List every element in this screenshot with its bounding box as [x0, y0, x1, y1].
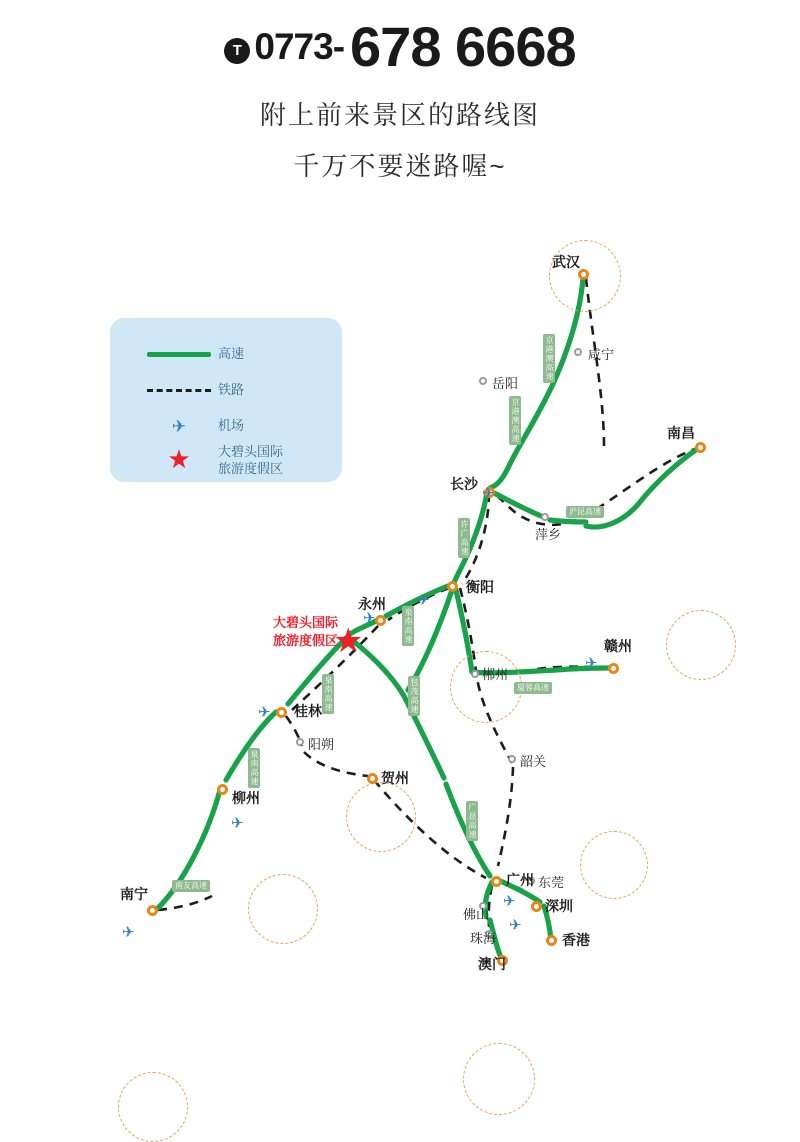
resort-star-marker: ★	[333, 622, 364, 660]
halo-ganzhou	[580, 831, 648, 899]
airport-icon-nanning: ✈	[122, 924, 135, 941]
city-dot-xianning[interactable]	[574, 348, 582, 356]
airport-icon-shenzhen: ✈	[509, 917, 522, 934]
map-legend	[110, 318, 342, 482]
city-label-xianning[interactable]: 咸宁	[588, 347, 615, 362]
road-badge-guangkun: 广昆高速	[468, 803, 477, 839]
phone-prefix: 0773-	[254, 25, 345, 67]
road-badge-quannan-1: 泉南高速	[404, 608, 413, 644]
legend-row-airport	[110, 408, 342, 444]
halo-nanning	[118, 1072, 188, 1142]
city-dot-pingxiang[interactable]	[541, 513, 549, 521]
city-dot-liuzhou[interactable]	[217, 784, 228, 795]
phone-main: 678 6668	[350, 15, 576, 78]
airplane-icon: ✈	[171, 416, 187, 436]
city-label-yongzhou[interactable]: 永州	[358, 596, 386, 612]
resort-label-line1: 大碧头国际	[272, 615, 338, 630]
road-badge-baomao: 包茂高速	[410, 678, 419, 714]
city-label-hengyang[interactable]: 衡阳	[466, 579, 494, 595]
halo-guilin	[248, 874, 318, 944]
road-badge-nanyou: 南友高速	[172, 880, 210, 892]
city-dot-yangshuo[interactable]	[296, 738, 304, 746]
city-dot-shaoguan[interactable]	[508, 755, 516, 763]
legend-row-highway	[110, 336, 342, 372]
road-badge-quannan-3: 泉南高速	[250, 750, 259, 786]
legend-resort-line1: 大碧头国际	[218, 444, 284, 459]
city-label-foshan[interactable]: 佛山	[463, 907, 490, 922]
city-label-guilin[interactable]: 桂林	[294, 703, 322, 719]
halo-yongzhou	[346, 782, 416, 852]
subtitle-line-2: 千万不要迷路喔~	[293, 151, 507, 181]
legend-label-resort	[218, 444, 283, 478]
city-dot-chenzhou[interactable]	[471, 670, 479, 678]
road-badge-xiarong: 厦蓉高速	[514, 682, 552, 694]
city-label-yueyang[interactable]: 岳阳	[492, 376, 519, 391]
railway-line-icon	[140, 389, 218, 392]
page-header	[0, 0, 800, 183]
phone-icon: T	[224, 38, 250, 64]
airport-icon-ganzhou: ✈	[585, 655, 598, 672]
city-dot-yueyang[interactable]	[479, 377, 487, 385]
city-label-ganzhou[interactable]: 赣州	[604, 638, 632, 654]
legend-resort-line2: 旅游度假区	[218, 460, 284, 476]
airport-icon-hengyang: ✈	[417, 592, 430, 609]
legend-label-highway: 高速	[218, 345, 245, 361]
airport-icon-guangzhou: ✈	[503, 893, 516, 910]
phone-number	[0, 14, 800, 79]
legend-label-railway: 铁路	[218, 381, 245, 397]
legend-label-airport: 机场	[218, 417, 245, 433]
city-dot-ganzhou[interactable]	[608, 663, 619, 674]
halo-guangzhou	[463, 1043, 535, 1115]
city-label-chenzhou[interactable]: 郴州	[482, 667, 509, 682]
airport-icon-changsha: ✈	[482, 485, 495, 502]
airport-icon-yongzhou: ✈	[363, 610, 376, 627]
city-label-yangshuo[interactable]: 阳朔	[308, 737, 335, 752]
city-label-dongguan[interactable]: 东莞	[538, 875, 565, 890]
city-dot-guangzhou[interactable]	[491, 876, 502, 887]
city-label-wuhan[interactable]: 武汉	[552, 254, 580, 270]
road-badge-jinggangao-2: 京港澳高速	[511, 398, 520, 443]
city-label-macau[interactable]: 澳门	[478, 956, 506, 972]
city-dot-shenzhen[interactable]	[531, 901, 542, 912]
city-label-hongkong[interactable]: 香港	[562, 932, 590, 948]
legend-row-railway	[110, 372, 342, 408]
airport-icon-liuzhou: ✈	[231, 815, 244, 832]
city-dot-nanning[interactable]	[147, 905, 158, 916]
legend-row-resort	[110, 444, 342, 488]
route-map	[0, 196, 800, 1016]
resort-label	[258, 614, 338, 649]
city-label-changsha[interactable]: 长沙	[450, 476, 478, 492]
star-icon: ★	[167, 444, 191, 474]
highway-line-icon	[140, 352, 218, 357]
city-dot-nanchang[interactable]	[695, 442, 706, 453]
city-label-shaoguan[interactable]: 韶关	[520, 754, 547, 769]
city-dot-yongzhou[interactable]	[375, 615, 386, 626]
city-label-guangzhou[interactable]: 广州	[506, 872, 534, 888]
city-label-pingxiang[interactable]: 萍乡	[535, 527, 562, 542]
road-badge-jinggangao-1: 京港澳高速	[545, 336, 554, 381]
city-dot-guilin[interactable]	[276, 707, 287, 718]
city-label-nanning[interactable]: 南宁	[120, 886, 148, 902]
city-dot-hongkong[interactable]	[546, 935, 557, 946]
road-badge-quannan-2: 泉南高速	[324, 676, 333, 712]
halo-changsha	[450, 651, 522, 723]
city-label-hezhou[interactable]: 贺州	[381, 770, 409, 786]
city-label-liuzhou[interactable]: 柳州	[232, 790, 260, 806]
city-label-zhuhai[interactable]: 珠海	[470, 931, 497, 946]
road-badge-hukun: 沪昆高速	[566, 506, 604, 518]
subtitle-line-1: 附上前来景区的路线图	[259, 100, 540, 130]
road-badge-xuguang: 许广高速	[460, 520, 469, 556]
resort-label-line2: 旅游度假区	[272, 632, 338, 648]
airport-icon-guilin: ✈	[258, 704, 271, 721]
city-dot-hengyang[interactable]	[447, 581, 458, 592]
city-label-shenzhen[interactable]: 深圳	[545, 898, 573, 914]
halo-nanchang	[666, 610, 736, 680]
city-dot-hezhou[interactable]	[367, 773, 378, 784]
city-label-nanchang[interactable]: 南昌	[667, 425, 695, 441]
